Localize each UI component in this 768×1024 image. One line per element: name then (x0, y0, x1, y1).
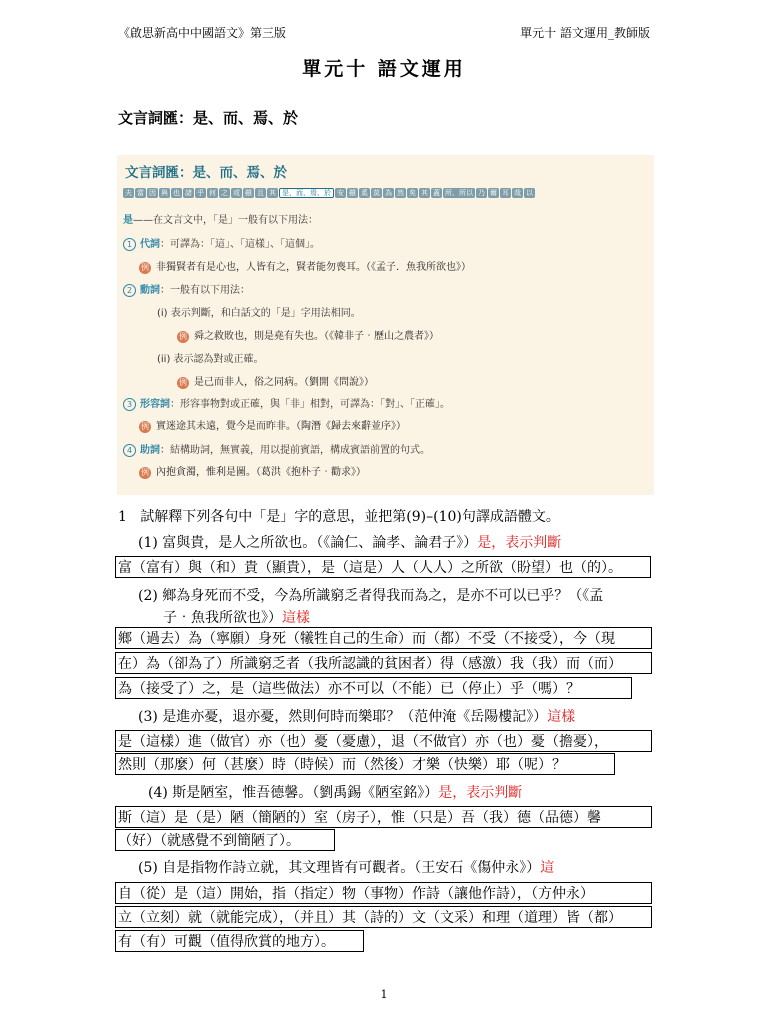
example-badge-icon: 例 (179, 332, 187, 341)
usage-keyword: 代詞 (140, 239, 160, 250)
vocab-tab: 因 (149, 189, 156, 197)
usage-2ii-example (177, 373, 374, 389)
vocab-tab: 也 (173, 189, 180, 197)
question-sentence: (2) 鄉為身死而不受，今為所識窮乏者得我而為之，是亦不可以已乎？（《孟 (138, 588, 604, 604)
vocab-tab: 雖 (349, 189, 356, 197)
answer-box-3-line-2: 然則（那麼）何（甚麼）時（時候）而（然後）才樂（快樂）耶（呢）？ (115, 753, 615, 775)
answer-meaning: 這樣 (547, 709, 576, 725)
vocab-tab: 與 (161, 189, 168, 197)
intro-text: ——在文言文中，「是」一般有以下用法： (133, 215, 318, 226)
question-number: 1 (118, 509, 127, 525)
usage-number: 4 (123, 444, 136, 457)
usage-1 (123, 235, 320, 251)
vocab-tabs (123, 188, 648, 198)
question-item-1 (138, 532, 561, 552)
question-item-4 (148, 782, 522, 802)
answer-box-5-line-3: 有（有）可觀（值得欣賞的地方）。 (115, 930, 364, 952)
example-text: 舜之救敗也，則是堯有失也。（《韓非子‧歷山之農者》） (194, 331, 439, 342)
usage-4-example (139, 463, 366, 479)
vocab-tab: 莫 (373, 189, 380, 197)
vocab-box-title: 文言詞匯：是、而、焉、於 (125, 165, 287, 181)
example-text: 內抱貪濁，惟利是圖。（葛洪《抱朴子‧勸求》） (156, 467, 366, 478)
vocab-tab: 蓋 (433, 189, 440, 197)
sub-text: 表示認為對或正確。 (173, 354, 264, 365)
usage-text: ：一般有以下用法： (160, 285, 250, 296)
vocab-tab: 何 (209, 189, 216, 197)
vocab-tab: 且 (257, 189, 264, 197)
question-sentence: (1) 富與貴，是人之所欲也。（《論仁、論孝、論君子》） (138, 535, 478, 551)
example-text: 是己而非人，俗之同病。（劉開《問說》） (194, 377, 374, 388)
usage-text: ：結構助詞，無實義，用以提前賓語，構成賓語前置的句式。 (160, 445, 430, 456)
vocab-tab: 當 (137, 189, 144, 197)
header-left: 《啟思新高中中國語文》第三版 (118, 26, 287, 40)
question-sentence: (5) 自是指物作詩立就，其文理皆有可觀者。（王安石《傷仲永》） (138, 860, 541, 876)
sub-label: (i) (157, 308, 168, 319)
answer-box-2-line-2: 在）為（卻為了）所識窮乏者（我所認識的貧困者）得（感激）我（我）而（而） (115, 652, 652, 674)
vocab-tab: 其 (269, 189, 276, 197)
question-sentence-cont: 子‧魚我所欲也》） (163, 610, 282, 626)
intro-keyword: 是 (123, 215, 133, 226)
answer-box-5-line-1: 自（從）是（這）開始，指（指定）物（事物）作詩（讓他作詩），（方仲永） (115, 882, 652, 904)
usage-3-example (139, 417, 406, 433)
vocab-tab: 安 (337, 189, 344, 197)
answer-meaning: 這樣 (282, 610, 310, 626)
answer-box-2-line-3: 為（接受了）之，是（這些做法）亦不可以（不能）已（停止）乎（嗎）？ (115, 677, 632, 699)
question-sentence: (4) 斯是陋室，惟吾德馨。（劉禹錫《陋室銘》） (148, 785, 439, 801)
usage-text: ：可譯為：「這」、「這樣」、「這個」。 (160, 239, 320, 250)
vocab-tab: 其 (421, 189, 428, 197)
answer-box-1-line-1: 富（富有）與（和）貴（顯貴），是（這是）人（人人）之所欲（盼望）也（的）。 (115, 556, 651, 578)
vocab-tab: 諸 (185, 189, 192, 197)
usage-2i-example (177, 327, 439, 343)
question-text: 試解釋下列各句中「是」字的意思，並把第(9)–(10)句譯成語體文。 (140, 509, 560, 525)
vocab-tab: 矣 (409, 189, 416, 197)
vocab-tab: 然 (397, 189, 404, 197)
question-item-3 (138, 706, 575, 726)
vocab-tab: 乃 (478, 189, 485, 197)
vocab-intro (123, 211, 318, 226)
answer-meaning: 是，表示判斷 (438, 785, 523, 801)
answer-box-4-line-2: （好）（就感覺不到簡陋了）。 (115, 829, 335, 851)
usage-2ii (157, 350, 264, 365)
example-badge-icon: 例 (141, 468, 149, 477)
vocab-tab: 哉 (514, 189, 521, 197)
vocab-tab: 夫 (125, 189, 132, 197)
question-sentence: (3) 是進亦憂，退亦憂，然則何時而樂耶？（范仲淹《岳陽樓記》） (138, 709, 548, 725)
usage-text: ：形容事物對或正確，與「非」相對，可譯為：「對」、「正確」。 (170, 399, 450, 410)
usage-keyword: 形容詞 (140, 399, 170, 410)
vocab-tab: 所、所以 (445, 189, 473, 197)
vocab-tab: 或 (233, 189, 240, 197)
usage-number: 1 (123, 238, 136, 251)
question-heading (118, 506, 560, 526)
vocab-tab: 為 (385, 189, 392, 197)
example-badge-icon: 例 (179, 378, 187, 387)
usage-keyword: 動詞 (140, 285, 160, 296)
answer-meaning: 這 (540, 860, 555, 876)
page-number: 1 (380, 988, 388, 1001)
vocab-tab: 以 (526, 189, 533, 197)
vocab-tab: 是、而、焉、於 (279, 188, 334, 198)
vocab-tab: 奚 (361, 189, 368, 197)
usage-4 (123, 441, 430, 457)
example-badge-icon: 例 (141, 422, 149, 431)
answer-meaning: 是，表示判斷 (477, 535, 562, 551)
usage-keyword: 助詞 (140, 445, 160, 456)
answer-box-5-line-2: 立（立刻）就（就能完成），（并且）其（詩的）文（文采）和理（道理）皆（都） (115, 906, 652, 928)
question-item-2-cont (163, 607, 310, 627)
vocab-tab: 爾 (490, 189, 497, 197)
answer-box-4-line-1: 斯（這）是（是）陋（簡陋的）室（房子），惟（只是）吾（我）德（品德）馨 (115, 806, 652, 828)
page-title: 單元十 語文運用 (302, 58, 466, 80)
sub-label: (ii) (157, 354, 171, 365)
question-item-5 (138, 857, 554, 877)
usage-2i (157, 304, 361, 319)
usage-1-example (139, 258, 471, 274)
vocab-tab: 耳 (502, 189, 509, 197)
example-badge-icon: 例 (141, 263, 149, 272)
vocab-tab: 之 (221, 189, 228, 197)
header-right: 單元十 語文運用_教師版 (520, 26, 650, 40)
vocab-tab: 雖 (245, 189, 252, 197)
vocab-tab: 乎 (197, 189, 204, 197)
answer-box-2-line-1: 鄉（過去）為（寧願）身死（犧牲自己的生命）而（都）不受（不接受），今（現 (115, 627, 652, 649)
example-text: 實迷途其未遠，覺今是而昨非。（陶潛《歸去來辭並序》） (156, 421, 406, 432)
example-text: 非獨賢者有是心也，人皆有之，賢者能勿喪耳。（《孟子．魚我所欲也》） (156, 262, 471, 273)
section-subtitle: 文言詞匯：是、而、焉、於 (118, 109, 299, 127)
answer-box-3-line-1: 是（這樣）進（做官）亦（也）憂（憂慮），退（不做官）亦（也）憂（擔憂）， (115, 730, 652, 752)
usage-number: 3 (123, 398, 136, 411)
usage-3 (123, 395, 450, 411)
usage-2 (123, 281, 250, 297)
usage-number: 2 (123, 284, 136, 297)
question-item-2 (138, 585, 603, 605)
vocab-box (117, 155, 654, 495)
sub-text: 表示判斷，和白話文的「是」字用法相同。 (170, 308, 361, 319)
